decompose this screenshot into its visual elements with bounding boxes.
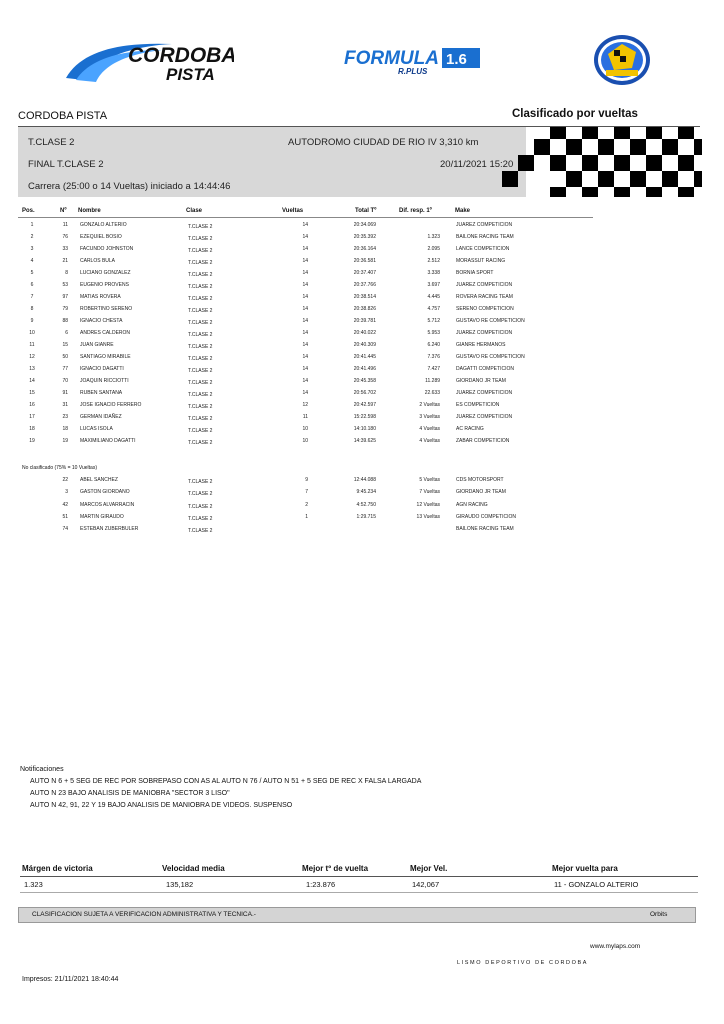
cell-clase: T.CLASE 2 (188, 320, 213, 326)
cell-make: JUAREZ COMPETICION (456, 222, 513, 228)
cell-no: 23 (62, 414, 68, 420)
table-row (0, 402, 724, 414)
checker-square (662, 171, 678, 187)
cell-name: LUCAS ISOLA (80, 426, 113, 432)
checker-square (694, 171, 702, 187)
cell-total: 20:36.164 (353, 246, 376, 252)
cell-total: 20:35.392 (353, 234, 376, 240)
checker-square (662, 139, 678, 155)
cell-name: IGNACIO DAGATTI (80, 366, 124, 372)
cell-vueltas: 1 (305, 514, 308, 520)
table-row (0, 366, 724, 378)
cell-total: 1:29.715 (356, 514, 376, 520)
cell-total: 20:56.702 (353, 390, 376, 396)
checkered-flag-graphic (502, 127, 702, 197)
checker-square (598, 171, 614, 187)
report-title: CORDOBA PISTA (18, 110, 108, 122)
cell-name: RUBEN SANTANA (80, 390, 123, 396)
cell-name: SANTIAGO MIRABILE (80, 354, 131, 360)
cell-no: 6 (65, 330, 68, 336)
cell-name: GASTON GIORDANO (80, 489, 130, 495)
cell-name: JOSE IGNACIO FERRERO (80, 402, 142, 408)
cell-total: 20:37.766 (353, 282, 376, 288)
cell-vueltas: 14 (302, 246, 308, 252)
cell-total: 15:22.598 (353, 414, 376, 420)
cell-total: 20:42.597 (353, 402, 376, 408)
table-row (0, 414, 724, 426)
cell-dif: 5 Vueltas (419, 477, 440, 483)
cell-dif: 22.633 (424, 390, 440, 396)
cell-total: 20:39.781 (353, 318, 376, 324)
cell-dif: 5.953 (427, 330, 440, 336)
col-make: Make (455, 208, 471, 214)
cell-pos: 11 (29, 342, 35, 348)
cell-dif: 7 Vueltas (419, 489, 440, 495)
cell-vueltas: 14 (302, 330, 308, 336)
formula-16-logo (342, 46, 482, 76)
cell-total: 14:39.625 (353, 438, 376, 444)
cell-make: BAILONE RACING TEAM (456, 234, 514, 240)
cell-clase: T.CLASE 2 (188, 392, 213, 398)
race-info: Carrera (25:00 o 14 Vueltas) iniciado a 14:44:46 (28, 181, 231, 192)
logo-formula-text: FORMULA (344, 48, 439, 69)
cell-name: ROBERTINO SERENO (80, 306, 133, 312)
checker-square (614, 187, 630, 197)
cell-dif: 2 Vueltas (419, 402, 440, 408)
cell-name: GONZALO ALTERIO (80, 222, 127, 228)
cell-clase: T.CLASE 2 (188, 332, 213, 338)
cell-vueltas: 10 (302, 438, 308, 444)
cell-no: 77 (62, 366, 68, 372)
checker-square (502, 171, 518, 187)
checker-square (678, 187, 694, 197)
avg-speed-value: 135,182 (166, 880, 194, 889)
cell-no: 19 (62, 438, 68, 444)
printed-timestamp: Impresos: 21/11/2021 18:40:44 (22, 976, 119, 983)
cell-pos: 3 (30, 246, 34, 252)
cell-clase: T.CLASE 2 (188, 296, 213, 302)
website-label: www.mylaps.com (590, 943, 641, 950)
table-row (0, 258, 724, 270)
cell-pos: 1 (30, 222, 34, 228)
checker-square (630, 171, 646, 187)
checker-square (566, 139, 582, 155)
table-row (0, 222, 724, 234)
cell-no: 15 (62, 342, 68, 348)
cell-pos: 12 (29, 354, 35, 360)
col-dif: Dif. resp. 1º (399, 208, 432, 214)
table-row (0, 246, 724, 258)
cell-make: MORASSUT RACING (456, 258, 506, 264)
best-lap-label: Mejor tº de vuelta (302, 864, 369, 873)
best-lap-value: 1:23.876 (306, 880, 336, 889)
table-row (0, 477, 724, 489)
table-row (0, 390, 724, 402)
cell-clase: T.CLASE 2 (188, 368, 213, 374)
cell-make: GUSTAVO RE COMPETICION (456, 318, 525, 324)
cell-clase: T.CLASE 2 (188, 404, 213, 410)
checker-square (614, 155, 630, 171)
cell-name: JUAN GIANRE (80, 342, 114, 348)
cell-clase: T.CLASE 2 (188, 416, 213, 422)
cell-vueltas: 9 (305, 477, 308, 483)
cell-clase: T.CLASE 2 (188, 479, 213, 485)
cell-name: ESTEBAN ZUBERBULER (80, 526, 139, 532)
cell-make: GIRAUDO COMPETICION (456, 514, 517, 520)
table-row (0, 438, 724, 450)
table-row (0, 294, 724, 306)
cell-no: 31 (62, 402, 68, 408)
cell-total: 20:34.069 (353, 222, 376, 228)
cell-no: 22 (62, 477, 68, 483)
notifications-title: Notificaciones (20, 766, 64, 773)
table-row (0, 489, 724, 501)
cell-name: MARCOS ALVARRACIN (80, 502, 135, 508)
cell-total: 20:37.407 (353, 270, 376, 276)
cell-clase: T.CLASE 2 (188, 260, 213, 266)
checker-square (550, 127, 566, 139)
cell-make: ROVERA RACING TEAM (456, 294, 513, 300)
cell-name: JOAQUIN RICCIOTTI (80, 378, 129, 384)
cell-no: 11 (62, 222, 68, 228)
margin-label: Márgen de victoria (22, 864, 93, 873)
cell-clase: T.CLASE 2 (188, 308, 213, 314)
col-name: Nombre (78, 208, 101, 214)
cell-make: SERENO COMPETICION (456, 306, 514, 312)
cell-make: ES COMPETICION (456, 402, 500, 408)
cell-pos: 13 (29, 366, 35, 372)
best-speed-value: 142,067 (412, 880, 440, 889)
cell-total: 20:45.358 (353, 378, 376, 384)
cell-pos: 7 (30, 294, 34, 300)
cell-dif: 4 Vueltas (419, 438, 440, 444)
cell-clase: T.CLASE 2 (188, 380, 213, 386)
cell-vueltas: 14 (302, 366, 308, 372)
cell-dif: 2.095 (427, 246, 440, 252)
cell-vueltas: 7 (305, 489, 308, 495)
cell-pos: 15 (29, 390, 35, 396)
cell-no: 79 (62, 306, 68, 312)
orbits-label: Orbits (650, 911, 668, 918)
cell-total: 20:36.581 (353, 258, 376, 264)
cell-make: JUAREZ COMPETICION (456, 330, 513, 336)
table-row (0, 318, 724, 330)
cell-clase: T.CLASE 2 (188, 272, 213, 278)
checker-square (646, 187, 662, 197)
checker-square (582, 127, 598, 139)
cell-total: 14:10.180 (353, 426, 376, 432)
cell-make: ZABAR COMPETICION (456, 438, 510, 444)
cell-pos: 14 (29, 378, 35, 384)
cell-make: DAGATTI COMPETICION (456, 366, 514, 372)
cell-dif: 6.240 (427, 342, 440, 348)
class-label: T.CLASE 2 (28, 137, 75, 148)
table-row (0, 282, 724, 294)
checker-square (582, 187, 598, 197)
logo-pista-text: PISTA (166, 65, 215, 84)
cell-make: BAILONE RACING TEAM (456, 526, 514, 532)
cell-no: 91 (62, 390, 68, 396)
cell-name: EUGENIO PROVENS (80, 282, 129, 288)
table-row (0, 330, 724, 342)
cell-make: GIORDANO JR TEAM (456, 378, 506, 384)
cell-make: AC RACING (456, 426, 484, 432)
cell-clase: T.CLASE 2 (188, 428, 213, 434)
cell-pos: 9 (30, 318, 34, 324)
cell-no: 42 (62, 502, 68, 508)
checker-square (678, 155, 694, 171)
cell-dif: 2.512 (427, 258, 440, 264)
cell-vueltas: 10 (302, 426, 308, 432)
cell-pos: 18 (29, 426, 35, 432)
cell-no: 33 (62, 246, 68, 252)
avg-speed-label: Velocidad media (162, 864, 225, 873)
cell-clase: T.CLASE 2 (188, 356, 213, 362)
cell-pos: 16 (29, 402, 35, 408)
cell-make: JUAREZ COMPETICION (456, 282, 513, 288)
best-lap-for-label: Mejor vuelta para (552, 864, 618, 873)
cell-make: JUAREZ COMPETICION (456, 390, 513, 396)
checker-square (614, 127, 630, 139)
checker-square (646, 127, 662, 139)
cell-clase: T.CLASE 2 (188, 248, 213, 254)
cell-clase: T.CLASE 2 (188, 440, 213, 446)
cell-vueltas: 14 (302, 354, 308, 360)
logo-cordoba-text: CORDOBA (128, 44, 234, 67)
session-datetime: 20/11/2021 15:20 (440, 159, 514, 170)
cell-no: 74 (62, 526, 68, 532)
checker-square (550, 155, 566, 171)
cell-make: GIANRE HERMANOS (456, 342, 506, 348)
checker-square (694, 139, 702, 155)
cell-clase: T.CLASE 2 (188, 344, 213, 350)
best-speed-label: Mejor Vel. (410, 864, 448, 873)
cell-vueltas: 14 (302, 390, 308, 396)
cell-total: 20:38.826 (353, 306, 376, 312)
checker-square (630, 139, 646, 155)
cell-vueltas: 14 (302, 318, 308, 324)
cell-pos: 2 (30, 234, 34, 240)
cell-name: EZEQUIEL BOSIO (80, 234, 122, 240)
cell-dif: 4.757 (427, 306, 440, 312)
cell-vueltas: 14 (302, 270, 308, 276)
cell-vueltas: 11 (302, 414, 308, 420)
cell-no: 18 (62, 426, 68, 432)
col-total: Total Tº (355, 208, 377, 214)
stats-bottom-divider (20, 892, 698, 893)
cell-pos: 17 (29, 414, 35, 420)
checker-square (534, 139, 550, 155)
cell-name: FACUNDO JOHNSTON (80, 246, 134, 252)
table-header-divider (18, 217, 593, 218)
report-type: Clasificado por vueltas (512, 108, 638, 120)
cell-clase: T.CLASE 2 (188, 224, 213, 230)
cell-pos: 10 (29, 330, 35, 336)
disclaimer-text: CLASIFICACION SUJETA A VERIFICACION ADMINISTRATIVA Y TECNICA.- (32, 911, 256, 918)
cell-name: MATIAS ROVERA (80, 294, 121, 300)
cell-vueltas: 14 (302, 222, 308, 228)
cell-dif: 5.712 (427, 318, 440, 324)
cell-dif: 7.427 (427, 366, 440, 372)
table-row (0, 354, 724, 366)
cell-make: CDS MOTORSPORT (456, 477, 504, 483)
cell-name: CARLOS BULA (80, 258, 116, 264)
cell-dif: 7.376 (427, 354, 440, 360)
cell-make: JUAREZ COMPETICION (456, 414, 513, 420)
cell-make: LANCE COMPETICION (456, 246, 510, 252)
col-clase: Clase (186, 208, 203, 214)
checker-square (678, 127, 694, 139)
table-row (0, 234, 724, 246)
cell-dif: 4 Vueltas (419, 426, 440, 432)
cell-no: 21 (62, 258, 68, 264)
cell-make: GUSTAVO RE COMPETICION (456, 354, 525, 360)
cell-vueltas: 14 (302, 234, 308, 240)
cell-dif: 3 Vueltas (419, 414, 440, 420)
cell-name: MARTIN GIRAUDO (80, 514, 124, 520)
cell-total: 20:40.022 (353, 330, 376, 336)
cell-no: 3 (65, 489, 68, 495)
cell-no: 97 (62, 294, 68, 300)
cell-pos: 8 (30, 306, 34, 312)
cell-no: 8 (65, 270, 68, 276)
cell-vueltas: 14 (302, 282, 308, 288)
not-classified-label: No clasificado (75% = 10 Vueltas) (22, 465, 97, 471)
cell-pos: 6 (30, 282, 34, 288)
logo-rplus-text: R.PLUS (398, 67, 428, 76)
cell-vueltas: 14 (302, 294, 308, 300)
table-row (0, 342, 724, 354)
cell-clase: T.CLASE 2 (188, 516, 213, 522)
table-row (0, 526, 724, 538)
cell-pos: 4 (30, 258, 34, 264)
cell-clase: T.CLASE 2 (188, 236, 213, 242)
cell-clase: T.CLASE 2 (188, 284, 213, 290)
cell-total: 12:44.088 (353, 477, 376, 483)
checker-square (582, 155, 598, 171)
best-lap-for-value: 11 - GONZALO ALTERIO (554, 880, 639, 889)
cell-total: 20:41.445 (353, 354, 376, 360)
cell-dif: 1.323 (427, 234, 440, 240)
stats-divider (20, 876, 698, 877)
checker-square (566, 171, 582, 187)
cell-total: 4:52.750 (356, 502, 376, 508)
cell-dif: 13 Vueltas (416, 514, 440, 520)
cordoba-pista-logo (62, 40, 234, 84)
cell-clase: T.CLASE 2 (188, 528, 213, 534)
notification-line: AUTO N 6 + 5 SEG DE REC POR SOBREPASO CON AS AL AUTO N 76 / AUTO N 51 + 5 SEG DE REC X FALSA LARGADA (30, 778, 422, 785)
cell-dif: 4.445 (427, 294, 440, 300)
table-row (0, 514, 724, 526)
cell-no: 53 (62, 282, 68, 288)
cell-no: 51 (62, 514, 68, 520)
checker-square (646, 155, 662, 171)
cell-make: GIORDANO JR TEAM (456, 489, 506, 495)
cell-total: 20:38.514 (353, 294, 376, 300)
cell-clase: T.CLASE 2 (188, 504, 213, 510)
cell-pos: 5 (30, 270, 34, 276)
cell-vueltas: 14 (302, 378, 308, 384)
cell-dif: 12 Vueltas (416, 502, 440, 508)
col-no: Nº (60, 208, 67, 214)
session-label: FINAL T.CLASE 2 (28, 159, 104, 170)
cell-vueltas: 12 (302, 402, 308, 408)
cell-make: BORNIA SPORT (456, 270, 494, 276)
cell-total: 20:41.496 (353, 366, 376, 372)
cell-dif: 11.289 (425, 378, 440, 384)
cell-no: 70 (62, 378, 68, 384)
notification-line: AUTO N 42, 91, 22 Y 19 BAJO ANALISIS DE MANIOBRA DE VIDEOS. SUSPENSO (30, 802, 293, 809)
cell-name: MAXIMILIANO DAGATTI (80, 438, 136, 444)
club-badge-logo (592, 34, 652, 86)
cell-name: ABEL SANCHEZ (80, 477, 118, 483)
checker-square (518, 155, 534, 171)
table-row (0, 378, 724, 390)
col-pos: Pos. (22, 208, 35, 214)
cell-total: 9:45.234 (356, 489, 376, 495)
organization-label: LISMO DEPORTIVO DE CORDOBA (457, 960, 589, 966)
cell-no: 88 (62, 318, 68, 324)
cell-dif: 3.338 (427, 270, 440, 276)
cell-vueltas: 14 (302, 342, 308, 348)
table-row (0, 306, 724, 318)
margin-value: 1.323 (24, 880, 43, 889)
cell-name: IGNACIO CHESTA (80, 318, 123, 324)
circuit-label: AUTODROMO CIUDAD DE RIO IV 3,310 km (288, 137, 479, 148)
cell-name: GERMAN IDAÑEZ (80, 414, 122, 420)
table-row (0, 426, 724, 438)
cell-dif: 3.697 (427, 282, 440, 288)
col-vueltas: Vueltas (282, 208, 304, 214)
cell-vueltas: 2 (305, 502, 308, 508)
table-row (0, 502, 724, 514)
cell-name: ANDRES CALDERON (80, 330, 131, 336)
cell-make: AGN RACING (456, 502, 488, 508)
notification-line: AUTO N 23 BAJO ANALISIS DE MANIOBRA "SECTOR 3 LISO" (30, 790, 230, 797)
table-row (0, 270, 724, 282)
cell-no: 50 (62, 354, 68, 360)
cell-clase: T.CLASE 2 (188, 491, 213, 497)
cell-vueltas: 14 (302, 258, 308, 264)
checker-square (550, 187, 566, 197)
logo-16-text: 1.6 (446, 51, 467, 68)
checker-square (598, 139, 614, 155)
cell-no: 76 (62, 234, 68, 240)
cell-total: 20:40.309 (353, 342, 376, 348)
cell-pos: 19 (29, 438, 35, 444)
cell-name: LUCIANO GONZALEZ (80, 270, 131, 276)
cell-vueltas: 14 (302, 306, 308, 312)
